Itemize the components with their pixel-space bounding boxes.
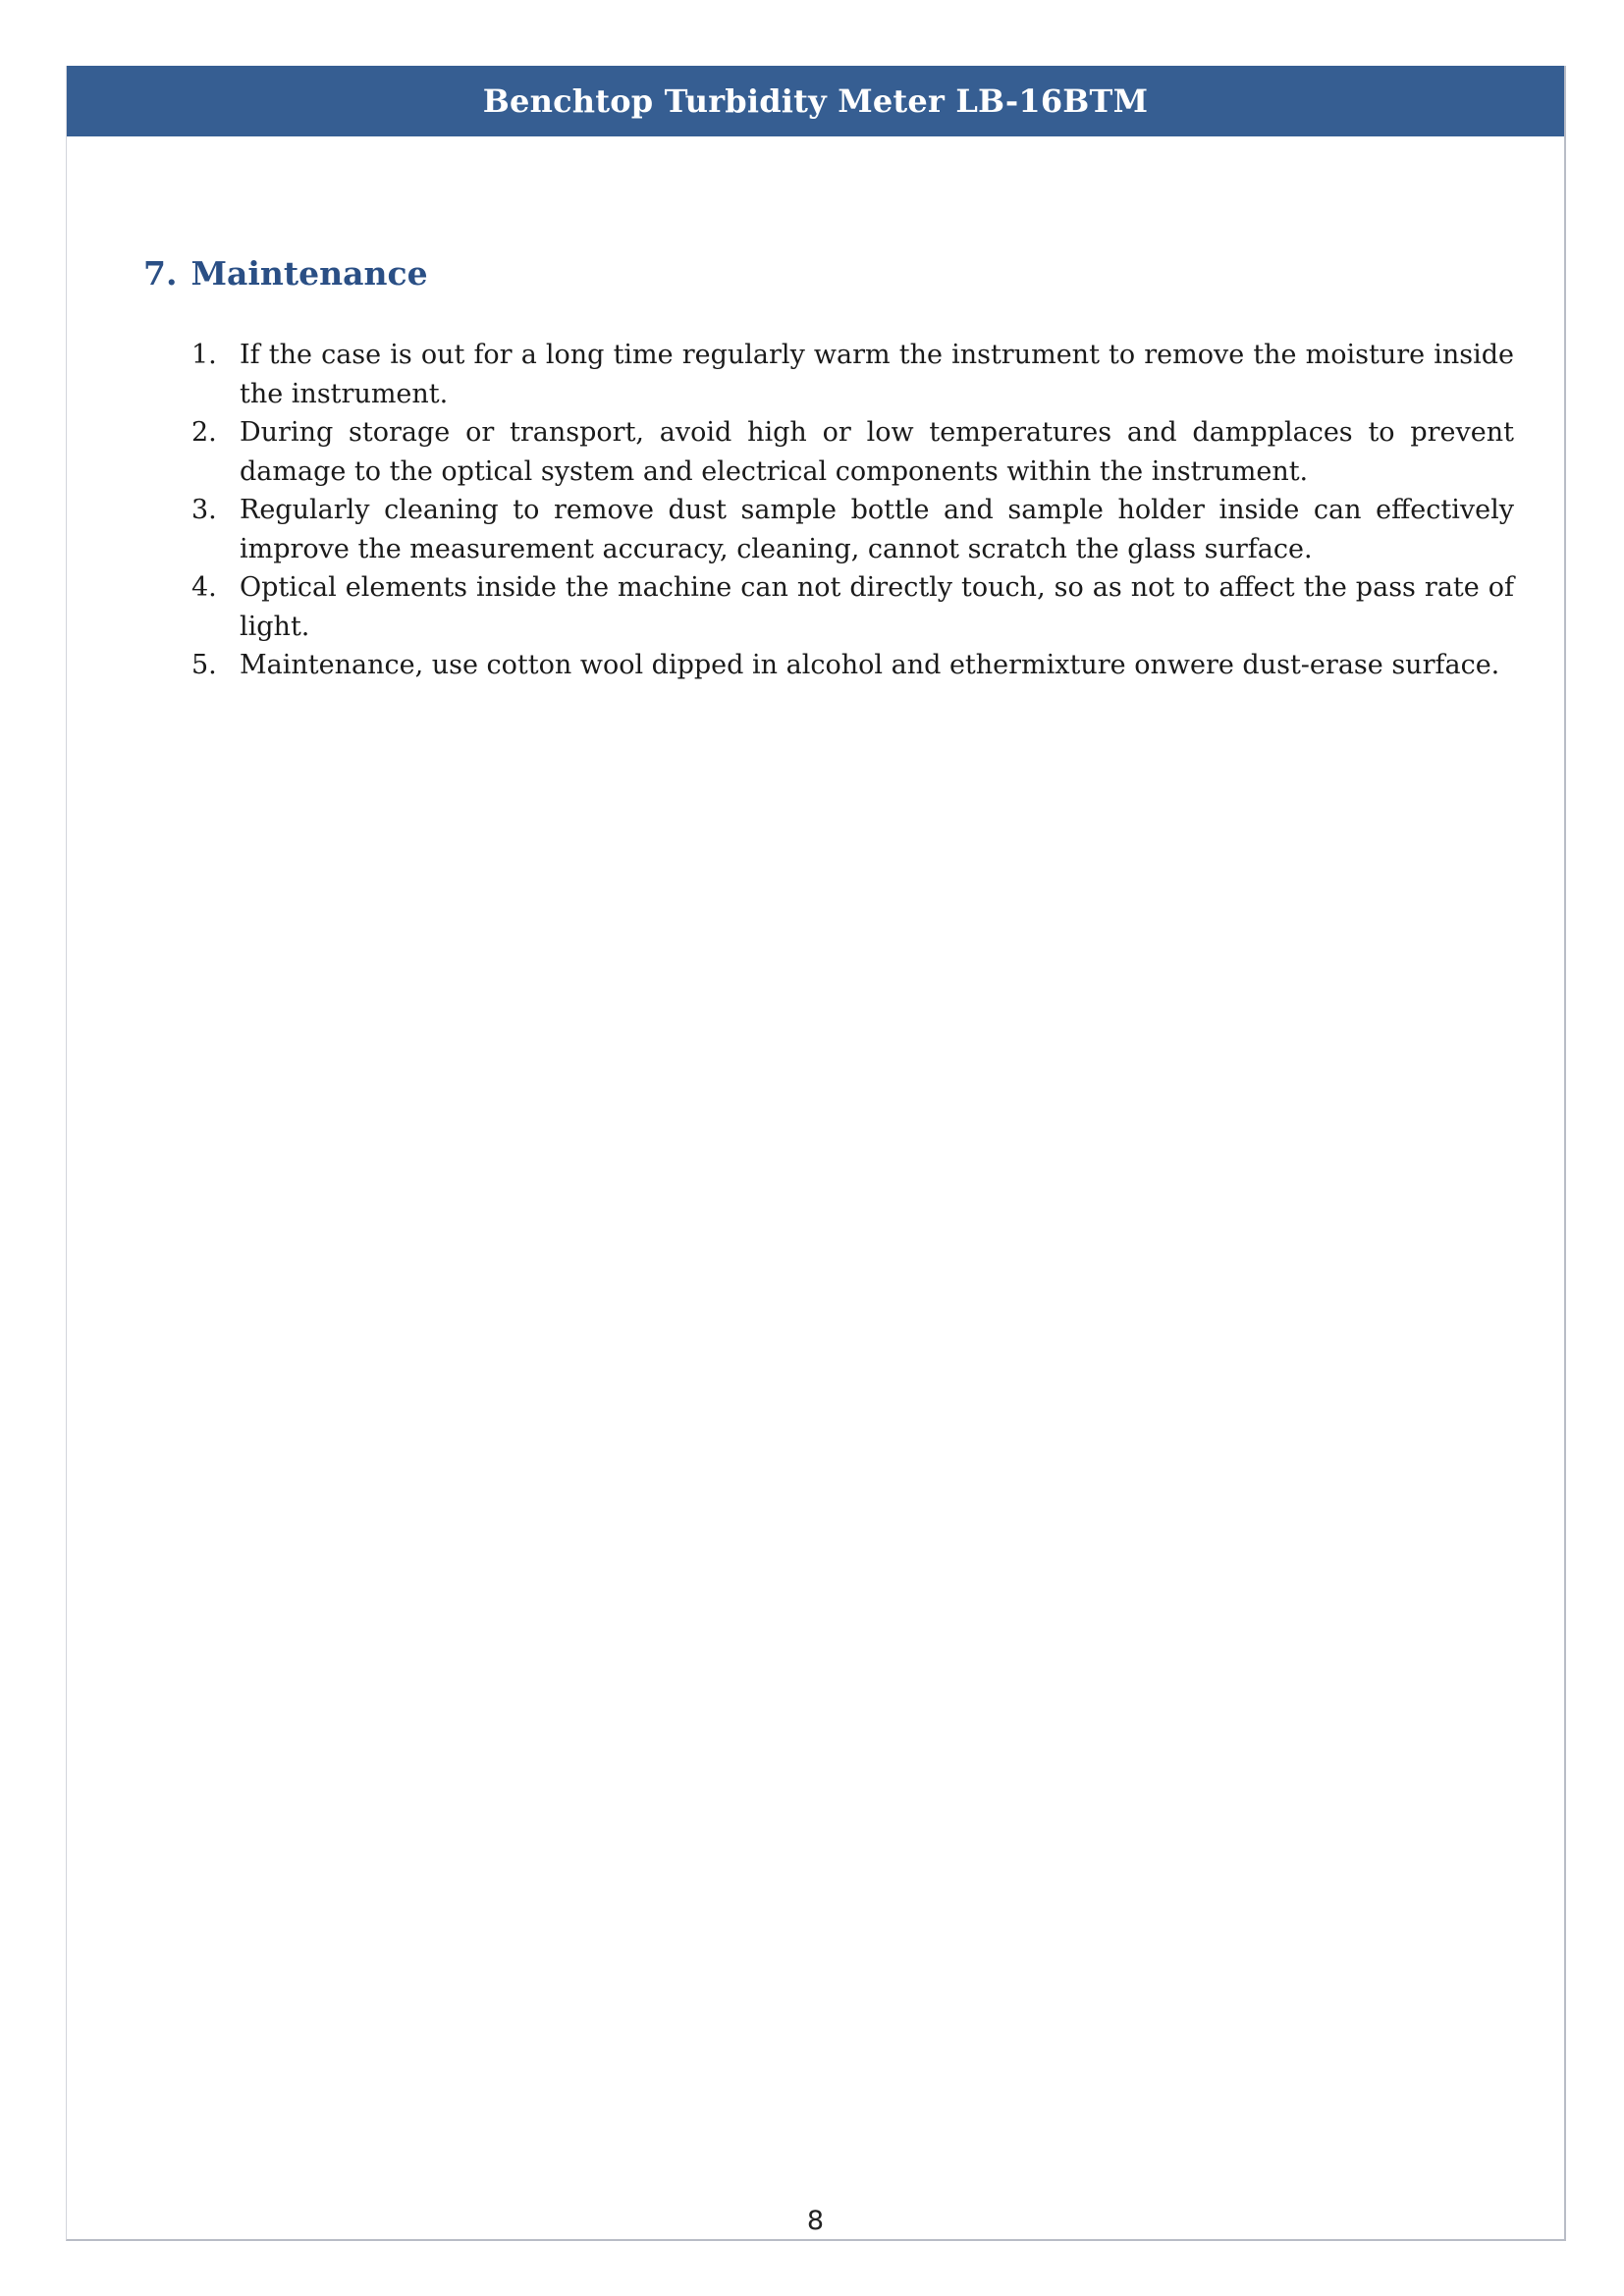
maintenance-list xyxy=(191,336,1514,685)
section-title: Maintenance xyxy=(190,254,428,293)
section-heading xyxy=(143,254,428,293)
list-item-number: 4. xyxy=(191,572,217,603)
list-item xyxy=(191,491,1514,568)
list-item-text: During storage or transport, avoid high or low temperatures and dampplaces to prevent damage to the optical system and electrical components within the instrument. xyxy=(240,417,1514,487)
page-frame xyxy=(66,66,1566,2241)
page-number: 8 xyxy=(806,2206,825,2236)
list-item xyxy=(191,646,1514,685)
list-item-number: 3. xyxy=(191,495,217,525)
header-bar xyxy=(67,66,1564,136)
list-item-number: 5. xyxy=(191,650,217,680)
list-item xyxy=(191,413,1514,491)
list-item-text: Maintenance, use cotton wool dipped in alcohol and ethermixture onwere dust-erase surface. xyxy=(240,650,1500,680)
list-item-text: Optical elements inside the machine can not directly touch, so as not to affect the pass rate of light. xyxy=(240,572,1514,642)
list-item-number: 2. xyxy=(191,417,217,448)
list-item-text: If the case is out for a long time regularly warm the instrument to remove the moisture inside the instrument. xyxy=(240,340,1514,409)
document-title: Benchtop Turbidity Meter LB-16BTM xyxy=(482,82,1149,120)
list-item xyxy=(191,568,1514,646)
list-item-number: 1. xyxy=(191,340,217,370)
list-item xyxy=(191,336,1514,413)
section-number: 7. xyxy=(143,254,178,293)
list-item-text: Regularly cleaning to remove dust sample bottle and sample holder inside can effectively improve the measurement accuracy, cleaning, cannot scratch the glass surface. xyxy=(240,495,1514,564)
